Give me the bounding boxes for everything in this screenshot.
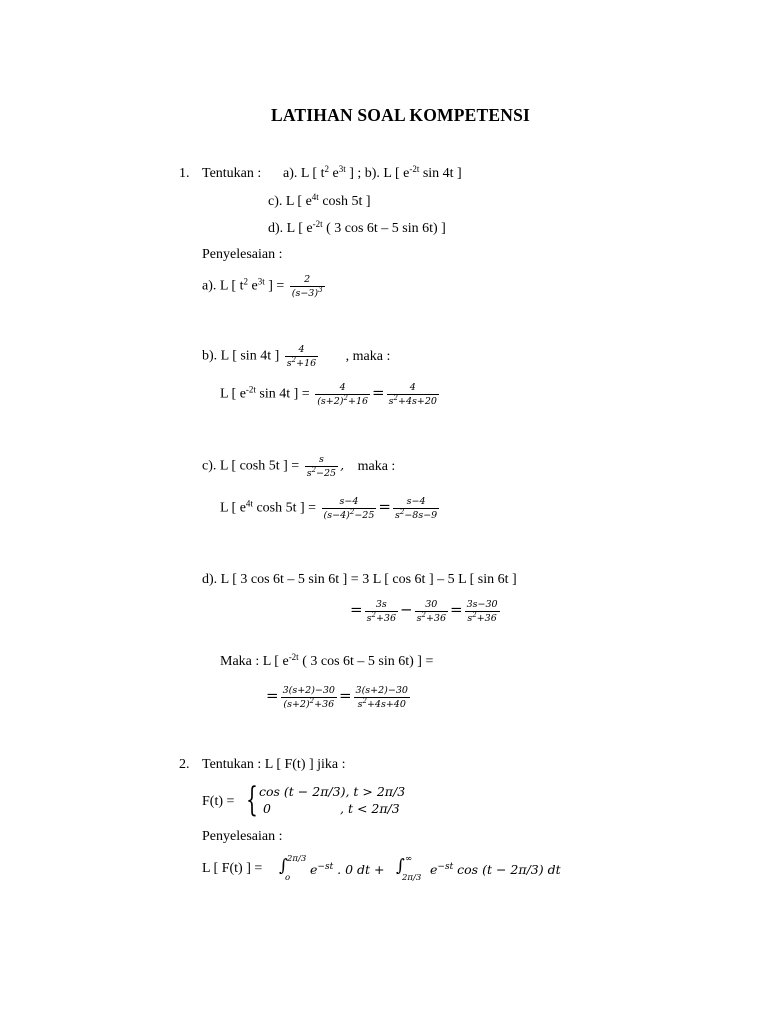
question-2-number: 2. [179, 757, 190, 772]
solution-b-line-2: L [ $e^{-2t}$ sin 4t ] = $\frac{4}{(s+2)^2+16}$ = $\frac{4}{s^2+4s+20}$ [220, 382, 437, 407]
fraction-c-3: $\frac{s-4}{s^2-8s-9}$ [394, 496, 438, 521]
question-2-text: Tentukan : L [ F(t) ] jika : [202, 757, 346, 772]
solution-a: a). L [ $t^2$ $e^{3t}$ ] = $\frac{2}{(s-3)^3}$ [202, 274, 323, 299]
solution-d-maka: Maka : L [ $e^{-2t}$ ( 3 cos 6t – 5 sin 6t) ] = [220, 652, 434, 669]
integral-2-upper-limit: ∞ [405, 854, 413, 864]
page-title: LATIHAN SOAL KOMPETENSI [271, 105, 531, 125]
piecewise-case-1: cos (t − 2π/3), t > 2π/3 [259, 784, 406, 799]
piecewise-brace: { [246, 780, 258, 820]
fraction-d-2: $\frac{30}{s^2+36}$ [416, 599, 446, 624]
solution-c-line-1: c). L [ cosh 5t ] = $\frac{s}{s^2-25}$ , maka : [202, 454, 396, 479]
question-1-number: 1. [179, 166, 190, 181]
question-1-label: Tentukan : [202, 166, 262, 181]
fraction-d-3: $\frac{3s-30}{s^2+36}$ [466, 599, 498, 624]
integral-sign-1: ∫ [279, 856, 288, 876]
integral-1-body: $e^{-st}$ . 0 dt + [310, 862, 385, 877]
fraction-d-1: $\frac{3s}{s^2+36}$ [366, 599, 396, 624]
solution-c-line-2: L [ $e^{4t}$ cosh 5t ] = $\frac{s-4}{(s-4)^2-25}$ = $\frac{s-4}{s^2-8s-9}$ [220, 496, 438, 521]
fraction-b-3: $\frac{4}{s^2+4s+20}$ [388, 382, 437, 407]
fraction-c-1: $\frac{s}{s^2-25}$ [306, 454, 337, 479]
solution-d-result: = $\frac{3(s+2)-30}{(s+2)^2+36}$ = $\frac{3(s+2)-30}{s^2+4s+40}$ [266, 685, 408, 710]
question-1-part-d: d). L [ $e^{-2t}$ ( 3 cos 6t – 5 sin 6t) ] [268, 219, 446, 236]
question-1-part-c: c). L [ $e^{4t}$ cosh 5t ] [268, 192, 371, 209]
solution-b-line-1: b). L [ sin 4t ] $\frac{4}{s^2+16}$ , maka : [202, 344, 391, 369]
integral-1-upper-limit: 2π/3 [287, 854, 307, 864]
fraction-d-4: $\frac{3(s+2)-30}{(s+2)^2+36}$ [282, 685, 335, 710]
fraction-b-2: $\frac{4}{(s+2)^2+16}$ [317, 382, 369, 407]
fraction-d-5: $\frac{3(s+2)-30}{s^2+4s+40}$ [355, 685, 408, 710]
piecewise-case-2-value: 0 [263, 801, 271, 816]
integral-2-lower-limit: 2π/3 [402, 873, 422, 883]
fraction-c-2: $\frac{s-4}{(s-4)^2-25}$ [323, 496, 375, 521]
fraction-a: $\frac{2}{(s-3)^3}$ [291, 274, 323, 299]
piecewise-label: F(t) = [202, 794, 235, 809]
integral-sign-2: ∫ [396, 856, 405, 876]
piecewise-case-2-condition: , t < 2π/3 [340, 801, 400, 816]
solution-d-line-2: = $\frac{3s}{s^2+36}$ − $\frac{30}{s^2+36}$ = $\frac{3s-30}{s^2+36}$ [350, 599, 498, 624]
solution-label-1: Penyelesaian : [202, 247, 283, 262]
integral-2-body: $e^{-st}$ cos (t − 2π/3) dt [430, 862, 561, 877]
solution-2-expression: L [ F(t) ] = [202, 861, 263, 876]
question-1-part-a-b: a). L [ $t^2$ $e^{3t}$ ] ; b). L [ $e^{-2t}$ sin 4t ] [283, 164, 462, 181]
solution-d-line-1: d). L [ 3 cos 6t – 5 sin 6t ] = 3 L [ cos 6t ] – 5 L [ sin 6t ] [202, 572, 517, 587]
integral-1-lower-limit: o [285, 873, 291, 883]
solution-label-2: Penyelesaian : [202, 829, 283, 844]
fraction-b-1: $\frac{4}{s^2+16}$ [286, 344, 317, 369]
